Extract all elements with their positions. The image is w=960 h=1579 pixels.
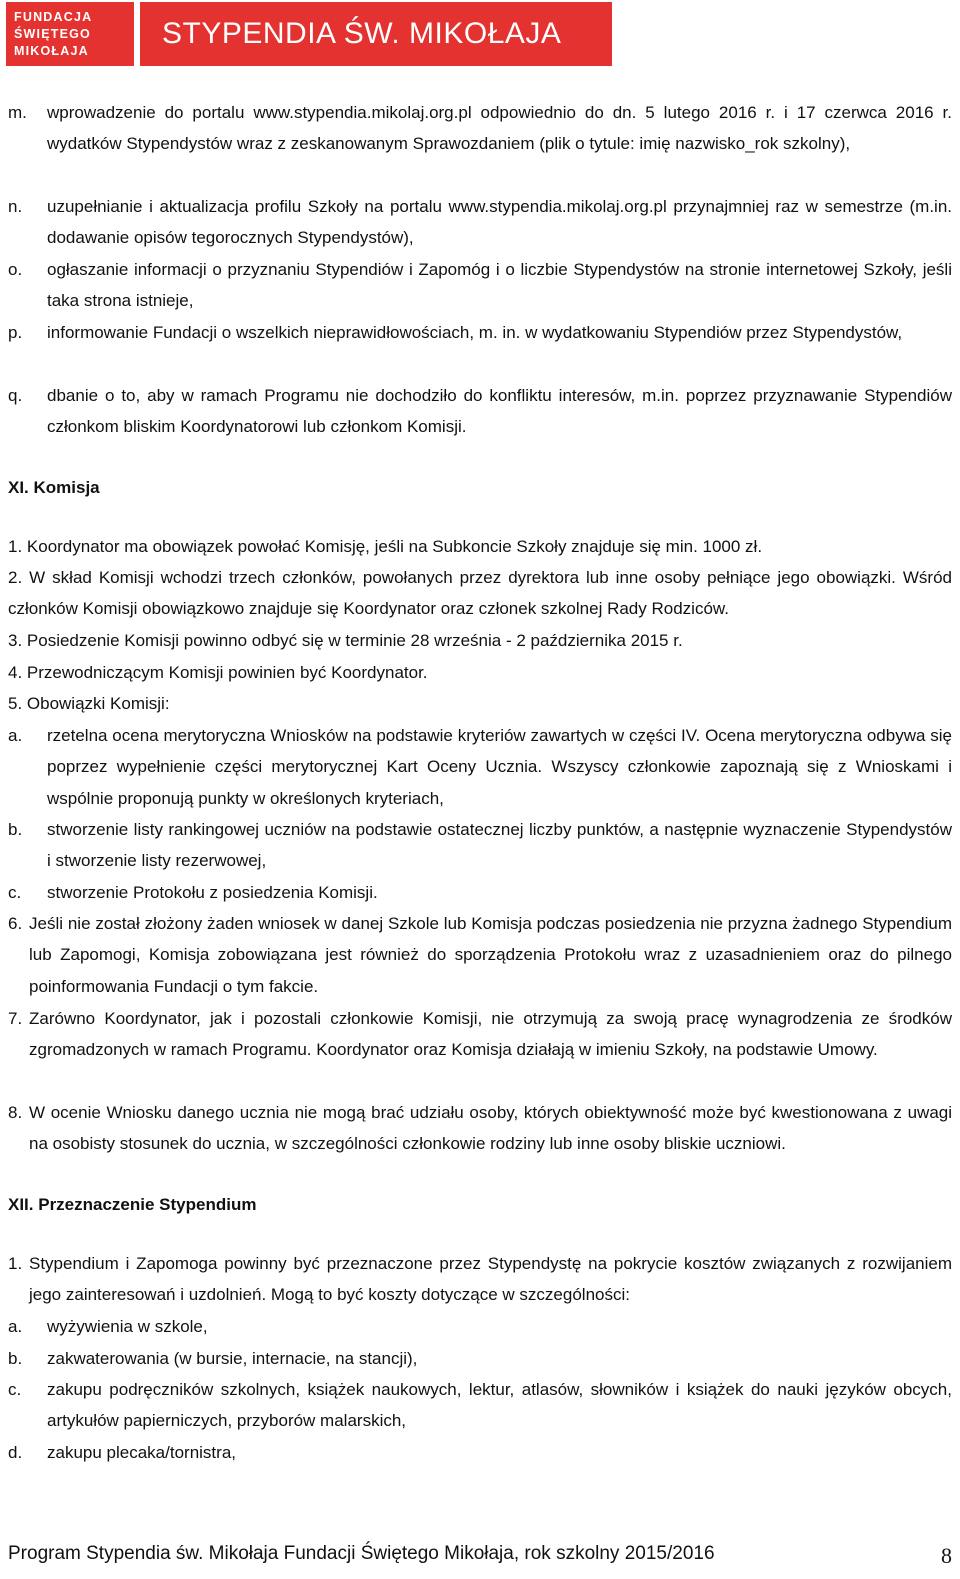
section-heading-xi: XI. Komisja bbox=[8, 478, 100, 497]
footer-text: Program Stypendia św. Mikołaja Fundacji Świętego Mikołaja, rok szkolny 2015/2016 bbox=[8, 1543, 715, 1564]
list-item-xii-c bbox=[8, 1374, 952, 1437]
list-text: stworzenie listy rankingowej uczniów na podstawie ostatecznej liczby punktów, a następnie wyznaczenie Stypendystów i stworzenie listy rezerwowej, bbox=[47, 820, 952, 871]
list-marker: 8. bbox=[8, 1103, 23, 1122]
paragraph-xi-1 bbox=[8, 531, 952, 562]
paragraph-text: Stypendium i Zapomoga powinny być przeznaczone przez Stypendystę na pokrycie kosztów związanych z rozwijaniem jego zainteresowań i uzdolnień. Mogą to być koszty dotyczące w szczególności: bbox=[29, 1254, 952, 1305]
paragraph-xi-8 bbox=[8, 1097, 952, 1160]
paragraph-xi-3 bbox=[8, 625, 952, 656]
list-marker: c. bbox=[8, 1380, 22, 1399]
foundation-logo bbox=[6, 2, 134, 66]
paragraph-xi-4 bbox=[8, 657, 952, 688]
list-marker: b. bbox=[8, 1349, 23, 1368]
list-text: zakupu plecaka/tornistra, bbox=[47, 1443, 236, 1462]
paragraph-xi-5 bbox=[8, 688, 952, 719]
paragraph-text: 3. Posiedzenie Komisji powinno odbyć się w terminie 28 września - 2 października 2015 r. bbox=[8, 631, 683, 650]
list-item-xi-c bbox=[8, 877, 952, 908]
paragraph-text: 2. W skład Komisji wchodzi trzech członków, powołanych przez dyrektora lub inne osoby pełniące jego obowiązki. Wśród członków Komisji obowiązkowo znajduje się Koordynator oraz członek szkolnej Rady Rodziców. bbox=[8, 568, 952, 619]
list-marker: n. bbox=[8, 197, 23, 216]
list-text: zakupu podręczników szkolnych, książek naukowych, lektur, atlasów, słowników i książek do nauki języków obcych, artykułów papierniczych, przyborów malarskich, bbox=[47, 1380, 952, 1431]
paragraph-text: 4. Przewodniczącym Komisji powinien być Koordynator. bbox=[8, 663, 428, 682]
list-text: ogłaszanie informacji o przyznaniu Stypendiów i Zapomóg i o liczbie Stypendystów na stronie internetowej Szkoły, jeśli taka strona istnieje, bbox=[47, 260, 952, 311]
list-item-xi-b bbox=[8, 814, 952, 877]
list-marker: d. bbox=[8, 1443, 23, 1462]
section-heading-xii: XII. Przeznaczenie Stypendium bbox=[8, 1195, 257, 1214]
list-item-q bbox=[8, 380, 952, 443]
page-number: 8 bbox=[941, 1543, 952, 1568]
list-marker: c. bbox=[8, 883, 22, 902]
list-item-o bbox=[8, 254, 952, 317]
list-item-m bbox=[8, 97, 952, 160]
paragraph-text: 5. Obowiązki Komisji: bbox=[8, 694, 170, 713]
list-marker: a. bbox=[8, 1317, 23, 1336]
paragraph-xii-1 bbox=[8, 1248, 952, 1311]
list-item-xii-a bbox=[8, 1311, 952, 1342]
list-text: stworzenie Protokołu z posiedzenia Komisji. bbox=[47, 883, 378, 902]
paragraph-text: Zarówno Koordynator, jak i pozostali członkowie Komisji, nie otrzymują za swoją pracę wynagrodzenia ze środków zgromadzonych w ramach Programu. Koordynator oraz Komisja działają w imieniu Szkoły, na podstawie Umowy. bbox=[29, 1009, 952, 1060]
list-marker: 6. bbox=[8, 914, 23, 933]
list-item-xi-a bbox=[8, 720, 952, 814]
list-item-n bbox=[8, 191, 952, 254]
list-marker: p. bbox=[8, 323, 23, 342]
list-marker: m. bbox=[8, 103, 27, 122]
paragraph-xi-7 bbox=[8, 1003, 952, 1066]
list-text: wprowadzenie do portalu www.stypendia.mikolaj.org.pl odpowiednio do dn. 5 lutego 2016 r. i 17 czerwca 2016 r. wydatków Stypendystów wraz z zeskanowanym Sprawozdaniem (plik o tytule: imię nazwisko_rok szkolny), bbox=[47, 103, 952, 154]
list-marker: b. bbox=[8, 820, 23, 839]
list-marker: o. bbox=[8, 260, 23, 279]
list-text: informowanie Fundacji o wszelkich nieprawidłowościach, m. in. w wydatkowaniu Stypendiów przez Stypendystów, bbox=[47, 323, 903, 342]
list-marker: a. bbox=[8, 726, 23, 745]
list-text: zakwaterowania (w bursie, internacie, na stancji), bbox=[47, 1349, 418, 1368]
page-footer bbox=[8, 1539, 952, 1569]
list-marker: 7. bbox=[8, 1009, 23, 1028]
paragraph-xi-2 bbox=[8, 562, 952, 625]
paragraph-text: Jeśli nie został złożony żaden wniosek w danej Szkole lub Komisja podczas posiedzenia nie przyzna żadnego Stypendium lub Zapomogi, Komisja zobowiązana jest również do sporządzenia Protokołu wraz z uzasadnieniem oraz do pilnego poinformowania Fundacji o tym fakcie. bbox=[29, 914, 952, 996]
paragraph-text: W ocenie Wniosku danego ucznia nie mogą brać udziału osoby, których obiektywność może być kwestionowana z uwagi na osobisty stosunek do ucznia, w szczególności członkowie rodziny lub inne osoby bliskie uczniowi. bbox=[29, 1103, 952, 1154]
list-text: uzupełnianie i aktualizacja profilu Szkoły na portalu www.stypendia.mikolaj.org.pl przynajmniej raz w semestrze (m.in. dodawanie opisów tegorocznych Stypendystów), bbox=[47, 197, 952, 248]
list-item-p bbox=[8, 317, 952, 348]
list-text: rzetelna ocena merytoryczna Wniosków na podstawie kryteriów zawartych w części IV. Ocena merytoryczna odbywa się poprzez wypełnienie części merytorycznej Kart Oceny Ucznia. Wszyscy członkowie zapoznają się z Wnioskami i wspólnie proponują punkty w określonych kryteriach, bbox=[47, 726, 952, 808]
logo-line-1: FUNDACJA bbox=[14, 10, 93, 24]
list-marker: 1. bbox=[8, 1254, 23, 1273]
list-text: dbanie o to, aby w ramach Programu nie dochodziło do konfliktu interesów, m.in. poprzez przyznawanie Stypendiów członkom bliskim Koordynatorowi lub członkom Komisji. bbox=[47, 386, 952, 437]
list-item-xii-b bbox=[8, 1343, 952, 1374]
list-text: wyżywienia w szkole, bbox=[47, 1317, 208, 1336]
header-banner: STYPENDIA ŚW. MIKOŁAJA bbox=[140, 2, 612, 66]
paragraph-text: 1. Koordynator ma obowiązek powołać Komisję, jeśli na Subkoncie Szkoły znajduje się min. 1000 zł. bbox=[8, 537, 763, 556]
paragraph-xi-6 bbox=[8, 908, 952, 1002]
list-marker: q. bbox=[8, 386, 23, 405]
logo-line-2: ŚWIĘTEGO bbox=[14, 27, 91, 41]
logo-line-3: MIKOŁAJA bbox=[14, 44, 89, 58]
list-item-xii-d bbox=[8, 1437, 952, 1468]
